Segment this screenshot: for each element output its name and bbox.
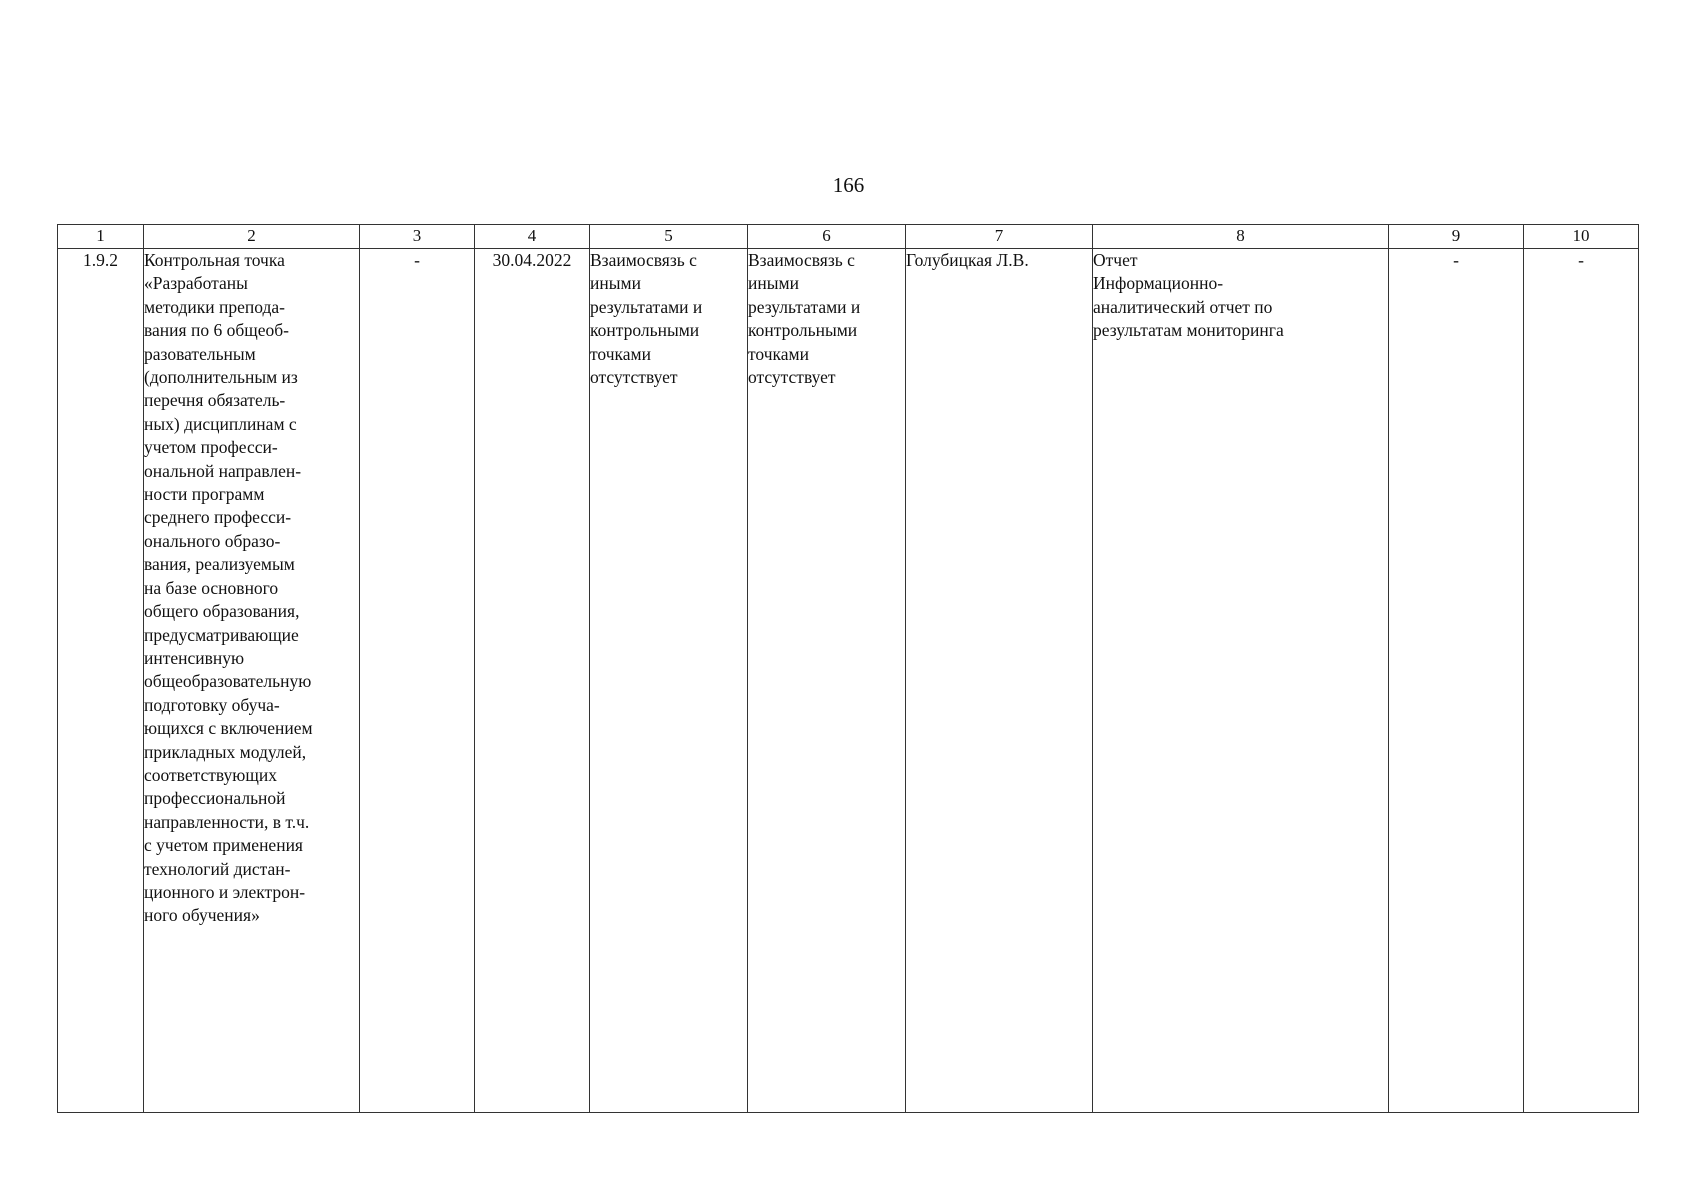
header-cell-1: 1 bbox=[58, 225, 144, 249]
text-line: методики препода- bbox=[144, 296, 286, 317]
header-cell-9: 9 bbox=[1389, 225, 1524, 249]
column-10-value: - bbox=[1524, 249, 1639, 1113]
text-line: результатам мониторинга bbox=[1093, 320, 1284, 341]
text-line: общеобразовательную bbox=[144, 671, 312, 692]
header-cell-2: 2 bbox=[144, 225, 360, 249]
text-line: с учетом применения bbox=[144, 835, 303, 856]
report-lines bbox=[1093, 249, 1388, 343]
text-line: Взаимосвязь с bbox=[748, 250, 855, 270]
text-line: общего образования, bbox=[144, 601, 300, 622]
column-3-value: - bbox=[360, 249, 475, 1113]
plan-table bbox=[57, 224, 1639, 1113]
header-cell-4: 4 bbox=[475, 225, 590, 249]
text-line: на базе основного bbox=[144, 577, 279, 598]
header-cell-6: 6 bbox=[748, 225, 906, 249]
text-line: Взаимосвязь с bbox=[590, 250, 697, 270]
header-cell-8: 8 bbox=[1093, 225, 1389, 249]
text-line: контрольными bbox=[590, 320, 700, 341]
text-line: Отчет bbox=[1093, 250, 1138, 270]
text-line: иными bbox=[590, 273, 641, 294]
header-cell-3: 3 bbox=[360, 225, 475, 249]
text-line: вания по 6 общеоб- bbox=[144, 320, 289, 341]
relationship-lines-6 bbox=[748, 249, 905, 389]
item-number: 1.9.2 bbox=[58, 249, 144, 1113]
text-line: иными bbox=[748, 273, 799, 294]
text-line: отсутствует bbox=[748, 367, 836, 388]
text-line: ных) дисциплинам с bbox=[144, 413, 297, 434]
text-line: Информационно- bbox=[1093, 273, 1224, 294]
page-number: 166 bbox=[832, 173, 865, 197]
text-line: вания, реализуемым bbox=[144, 554, 295, 575]
text-line: интенсивную bbox=[144, 647, 245, 668]
header-cell-7: 7 bbox=[906, 225, 1093, 249]
text-line: результатами и bbox=[590, 296, 703, 317]
column-9-value: - bbox=[1389, 249, 1524, 1113]
report-type bbox=[1093, 249, 1389, 1113]
responsible-person: Голубицкая Л.В. bbox=[906, 249, 1093, 1113]
text-line: технологий дистан- bbox=[144, 858, 291, 879]
text-line: направленности, в т.ч. bbox=[144, 811, 310, 832]
text-line: Контрольная точка bbox=[144, 250, 285, 270]
text-line: учетом професси- bbox=[144, 437, 278, 458]
text-line: ности программ bbox=[144, 484, 265, 505]
text-line: подготовку обуча- bbox=[144, 694, 280, 715]
text-line: (дополнительным из bbox=[144, 367, 298, 388]
text-line: «Разработаны bbox=[144, 273, 248, 294]
relationship-text-5 bbox=[590, 249, 748, 1113]
deadline-date: 30.04.2022 bbox=[475, 249, 590, 1113]
text-line: перечня обязатель- bbox=[144, 390, 286, 411]
relationship-lines-5 bbox=[590, 249, 747, 389]
text-line: ональной направлен- bbox=[144, 460, 302, 481]
text-line: ного обучения» bbox=[144, 905, 260, 926]
header-cell-5: 5 bbox=[590, 225, 748, 249]
text-line: соответствующих bbox=[144, 764, 277, 785]
text-line: онального образо- bbox=[144, 530, 281, 551]
header-cell-10: 10 bbox=[1524, 225, 1639, 249]
text-line: отсутствует bbox=[590, 367, 678, 388]
text-line: точками bbox=[748, 343, 809, 364]
text-line: результатами и bbox=[748, 296, 861, 317]
text-line: предусматривающие bbox=[144, 624, 299, 645]
text-line: ционного и электрон- bbox=[144, 881, 306, 902]
text-line: контрольными bbox=[748, 320, 858, 341]
text-line: прикладных модулей, bbox=[144, 741, 307, 762]
text-line: точками bbox=[590, 343, 651, 364]
header-row bbox=[58, 225, 1639, 249]
control-point-description bbox=[144, 249, 360, 1113]
table-row bbox=[58, 249, 1639, 1113]
text-line: разовательным bbox=[144, 343, 256, 364]
relationship-text-6 bbox=[748, 249, 906, 1113]
text-line: аналитический отчет по bbox=[1093, 296, 1273, 317]
description-lines bbox=[144, 249, 359, 928]
text-line: профессиональной bbox=[144, 788, 286, 809]
text-line: ющихся с включением bbox=[144, 718, 313, 739]
text-line: среднего професси- bbox=[144, 507, 292, 528]
